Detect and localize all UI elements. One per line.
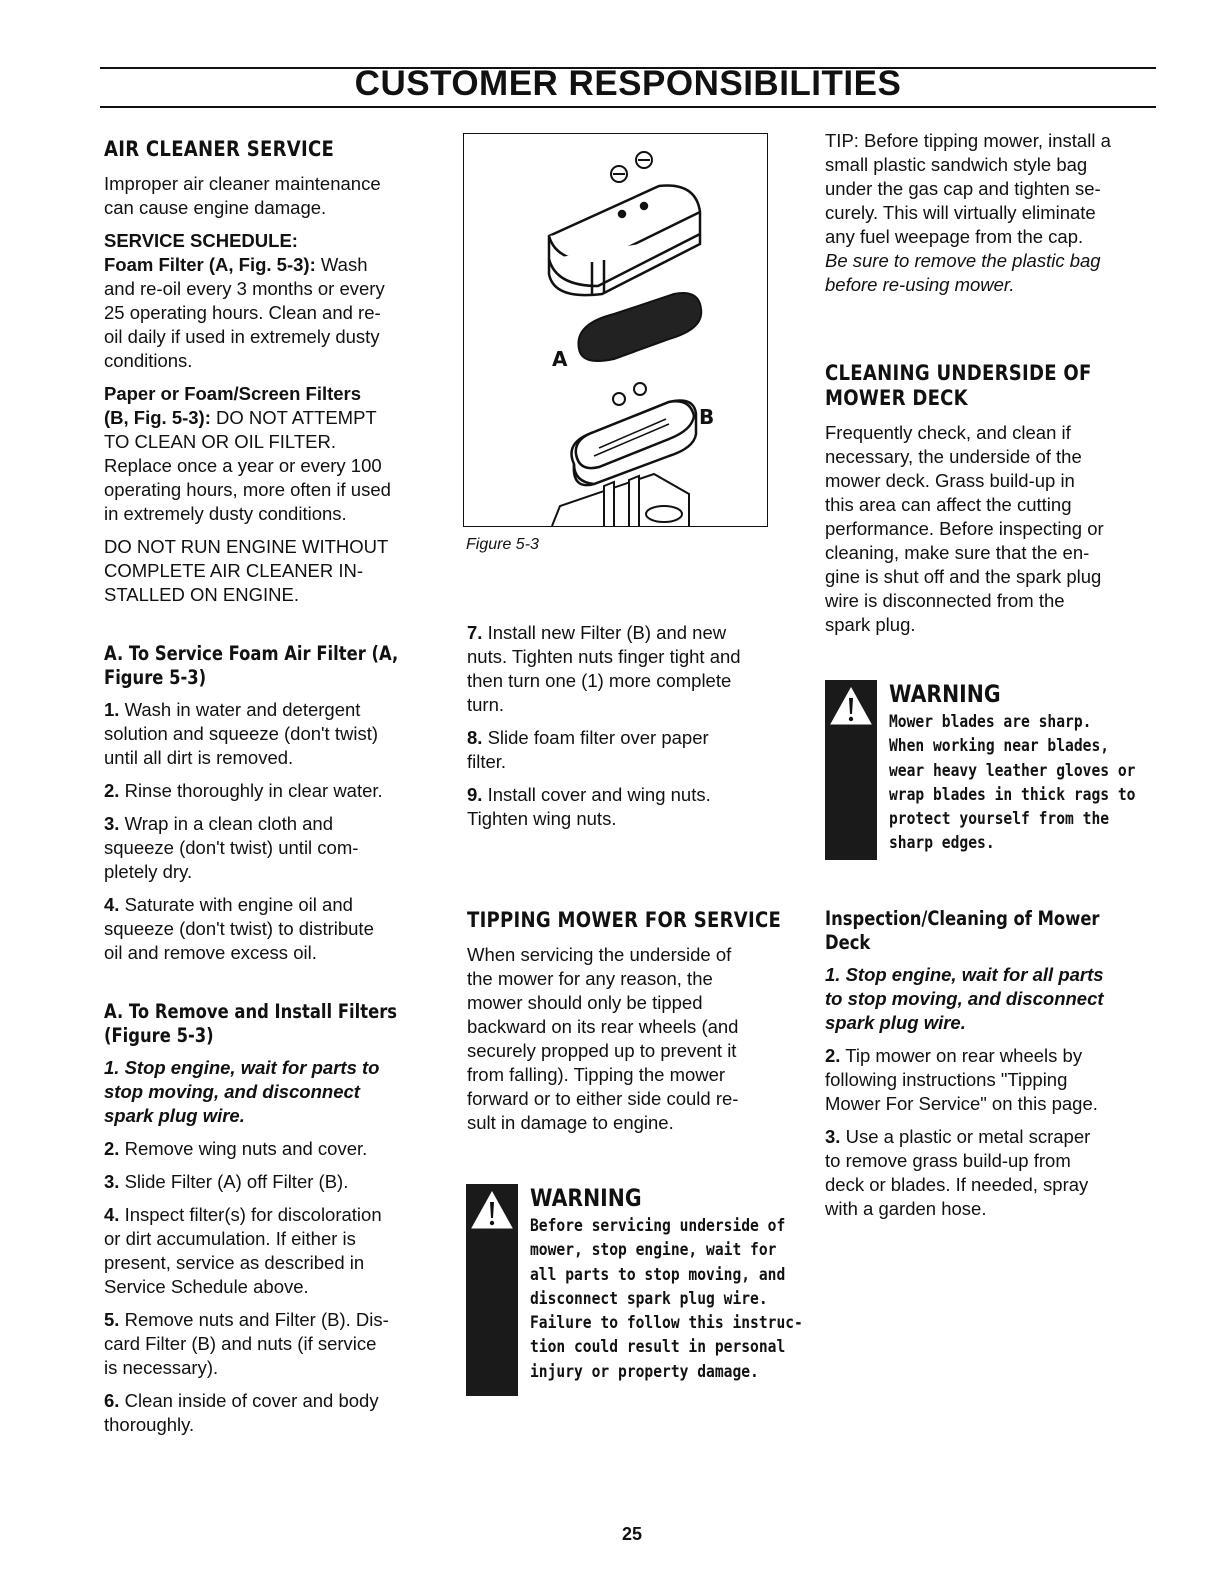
foam-service-steps: [104, 698, 434, 965]
tipping-heading: TIPPING MOWER FOR SERVICE: [467, 908, 782, 932]
middle-column: [467, 621, 787, 1144]
tip-paragraph: TIP: Before tipping mower, install a small plastic sandwich style bag under the gas cap and tighten se- curely. This will virtually eliminate any fuel weepage from the cap. Be sure to remove the plastic bag before re-using mower.: [825, 130, 1111, 295]
title-rule: [100, 106, 1156, 108]
figure-5-3: [463, 133, 768, 527]
warning-box-blades: [825, 680, 1145, 860]
inspection-heading: Inspection/Cleaning of Mower Deck: [825, 907, 1100, 954]
remove-step-6: 6. Clean inside of cover and body thoroughly.: [104, 1390, 379, 1435]
air-cleaner-cover-icon: [549, 186, 700, 296]
remove-step-8: 8. Slide foam filter over paper filter.: [467, 727, 709, 772]
warning-text: Before servicing underside of mower, stop engine, wait for all parts to stop moving, and disconnect spark plug wire. Failure to follow this instruc- tion could result in personal injury or property damage.: [530, 1216, 803, 1382]
remove-install-heading: A. To Remove and Install Filters (Figure 5-3): [104, 1000, 398, 1047]
remove-step-4: 4. Inspect filter(s) for discoloration or dirt accumulation. If either is present, service as described in Service Schedule above.: [104, 1204, 382, 1297]
remove-step-1: 1. Stop engine, wait for parts to stop moving, and disconnect spark plug wire.: [104, 1057, 380, 1126]
air-cleaner-heading: AIR CLEANER SERVICE: [104, 137, 335, 161]
remove-step-9: 9. Install cover and wing nuts. Tighten wing nuts.: [467, 784, 711, 829]
remove-step-5: 5. Remove nuts and Filter (B). Dis- card Filter (B) and nuts (if service is necessary).: [104, 1309, 389, 1378]
foam-filter-a-icon: [578, 293, 701, 361]
remove-step-3: 3. Slide Filter (A) off Filter (B).: [104, 1171, 349, 1192]
foam-step-3: 3. Wrap in a clean cloth and squeeze (don't twist) until com- pletely dry.: [104, 813, 359, 882]
inspection-section: [825, 907, 1155, 1230]
filter-a-label: A: [552, 347, 568, 371]
warning-text: Mower blades are sharp. When working near blades, wear heavy leather gloves or wrap blades in thick rags to protect yourself from the sharp edges.: [889, 712, 1136, 854]
tipping-body: When servicing the underside of the mower for any reason, the mower should only be tipped backward on its rear wheels (and securely propped up to prevent it from falling). Tipping the mower forward or to either side could re- sult in damage to engine.: [467, 944, 739, 1133]
service-schedule-heading: SERVICE SCHEDULE:: [104, 230, 298, 251]
page-title: CUSTOMER RESPONSIBILITIES: [354, 64, 902, 103]
paper-filter-schedule: Paper or Foam/Screen Filters (B, Fig. 5-3): DO NOT ATTEMPT TO CLEAN OR OIL FILTER. Replace once a year or every 100 operating hours, more often if used in extremely dusty conditions.: [104, 383, 391, 524]
remove-step-2: 2. Remove wing nuts and cover.: [104, 1138, 368, 1159]
engine-notice: DO NOT RUN ENGINE WITHOUT COMPLETE AIR CLEANER IN- STALLED ON ENGINE.: [104, 536, 389, 605]
filter-b-label: B: [699, 405, 715, 429]
cleaning-heading: CLEANING UNDERSIDE OF MOWER DECK: [825, 361, 1092, 410]
foam-service-heading: A. To Service Foam Air Filter (A, Figure 5-3): [104, 642, 399, 689]
cleaning-body: Frequently check, and clean if necessary, the underside of the mower deck. Grass build-up in this area can affect the cutting performance. Before inspecting or cleaning, make sure that the en- gine is shut off and the spark plug wire is disconnected from the spark plug.: [825, 422, 1104, 635]
wing-nuts-icon: [611, 152, 652, 182]
inspection-step-1: 1. Stop engine, wait for all parts to stop moving, and disconnect spark plug wire.: [825, 964, 1104, 1033]
figure-caption: Figure 5-3: [466, 536, 539, 553]
foam-step-1: 1. Wash in water and detergent solution and squeeze (don't twist) until all dirt is removed.: [104, 699, 378, 768]
warning-box-tipping: [466, 1184, 803, 1396]
left-column: [104, 137, 434, 1446]
foam-step-2: 2. Rinse thoroughly in clear water.: [104, 780, 383, 801]
inspection-step-2: 2. Tip mower on rear wheels by following instructions "Tipping Mower For Service" on this page.: [825, 1045, 1098, 1114]
warning-title: WARNING: [530, 1184, 642, 1212]
right-column: [825, 129, 1155, 646]
remove-step-7: 7. Install new Filter (B) and new nuts. Tighten nuts finger tight and then turn one (1) more complete turn.: [467, 622, 741, 715]
warning-triangle-icon: [829, 686, 873, 726]
warning-triangle-icon: [470, 1190, 514, 1230]
page-number: 25: [622, 1524, 643, 1544]
base-icon: [552, 474, 689, 526]
nuts-icon: [613, 383, 646, 405]
air-cleaner-illustration: [464, 134, 767, 526]
air-cleaner-intro: Improper air cleaner maintenance can cause engine damage.: [104, 173, 381, 218]
foam-filter-schedule: Foam Filter (A, Fig. 5-3): Wash and re-oil every 3 months or every 25 operating hours. Clean and re- oil daily if used in extremely dusty conditions.: [104, 254, 385, 371]
foam-step-4: 4. Saturate with engine oil and squeeze (don't twist) to distribute oil and remove excess oil.: [104, 894, 374, 963]
warning-title: WARNING: [889, 680, 1001, 708]
inspection-step-3: 3. Use a plastic or metal scraper to remove grass build-up from deck or blades. If needed, spray with a garden hose.: [825, 1126, 1091, 1219]
paper-filter-b-icon: [572, 401, 697, 486]
